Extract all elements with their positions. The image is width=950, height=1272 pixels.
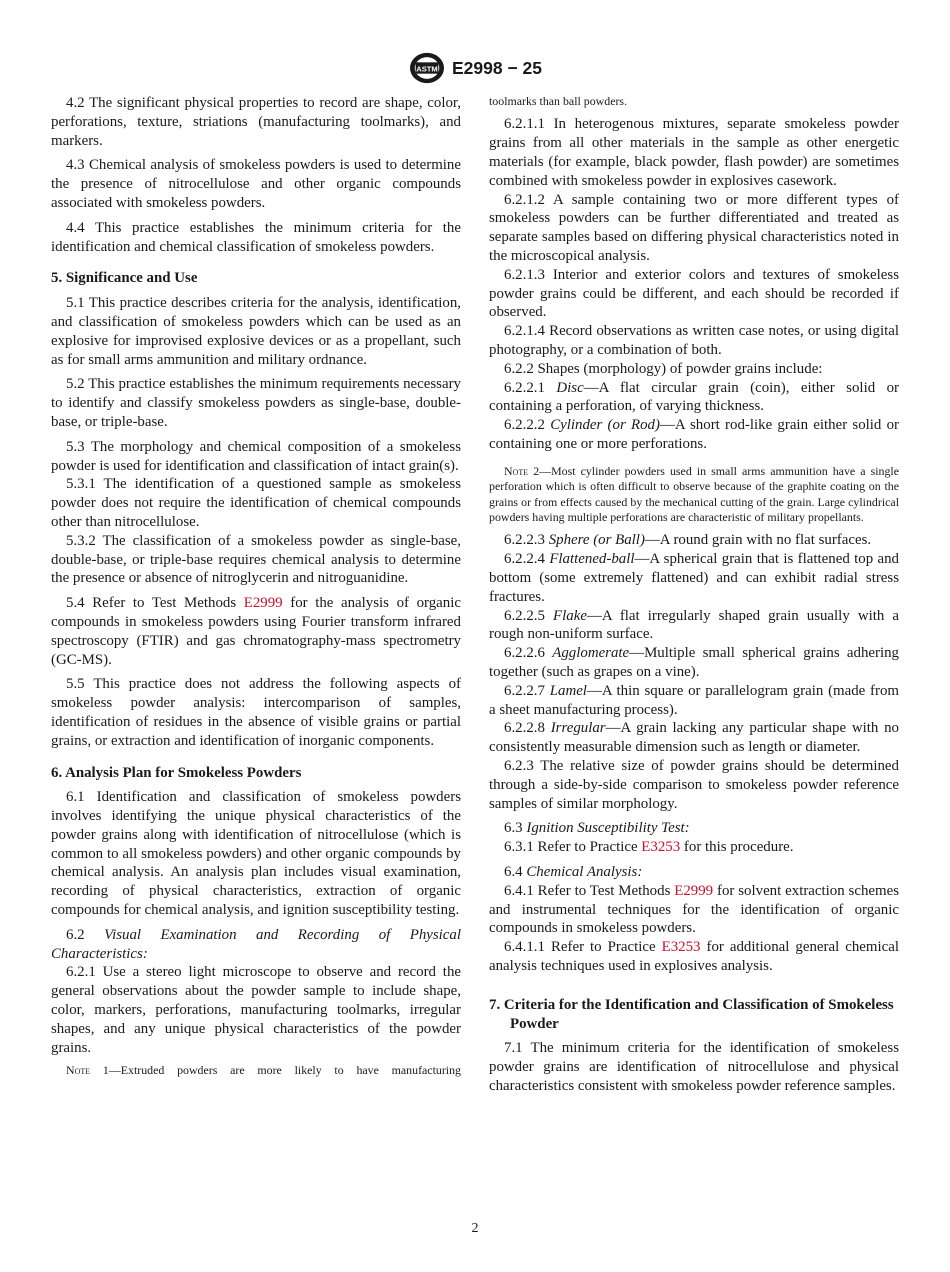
section-heading-6: 6. Analysis Plan for Smokeless Powders — [51, 764, 302, 781]
para-6-2-2-6: 6.2.2.6 Agglomerate—Multiple small spherical grains adhering together (such as grapes on a vine). — [489, 645, 899, 680]
astm-logo-icon — [408, 51, 446, 85]
para-5-3: 5.3 The morphology and chemical composition of a smokeless powder is used for identification and classification of intact grain(s). — [51, 438, 461, 474]
para-6-2-2-3: 6.2.2.3 Sphere (or Ball)—A round grain with no flat surfaces. — [504, 532, 872, 549]
left-column — [51, 94, 461, 1079]
para-6-4: 6.4 Chemical Analysis: — [504, 863, 643, 880]
para-6-4-1-1: 6.4.1.1 Refer to Practice E3253 for additional general chemical analysis techniques used in explosives analysis. — [489, 939, 899, 974]
para-6-2: 6.2 Visual Examination and Recording of Physical Characteristics: — [51, 926, 461, 962]
ref-link-e2999[interactable]: E2999 — [243, 595, 283, 612]
para-4-2: 4.2 The significant physical properties to record are shape, color, perforations, texture, striations (manufacturing toolmarks), and markers. — [51, 95, 461, 149]
para-6-2-2-7: 6.2.2.7 Lamel—A thin square or parallelogram grain (made from a sheet manufacturing process). — [489, 682, 899, 718]
para-5-3-2: 5.3.2 The classification of a smokeless powder as single-base, double-base, or triple-base requires chemical analysis to determine the presence or absence of nitroglycerin and nitroguanidine. — [51, 532, 461, 587]
document-id: E2998 − 25 — [451, 57, 542, 78]
para-6-2-2-2: 6.2.2.2 Cylinder (or Rod)—A short rod-like grain either solid or containing one or more perforations. — [489, 417, 899, 452]
para-6-2-2-4: 6.2.2.4 Flattened-ball—A spherical grain that is flattened top and bottom (some extremely flattened) and can exhibit radial stress fractures. — [489, 551, 899, 605]
note-2: Note 2—Most cylinder powders used in small arms ammunition have a single perforation which is often difficult to observe because of the graphite coating on the grains or from effects caused by the mechanical cutting of the grain. Large cylindrical powders having multiple perforations are characteristic of military propellants. — [489, 463, 900, 524]
para-6-2-2-8: 6.2.2.8 Irregular—A grain lacking any particular shape with no consistently measurable dimension such as length or diameter. — [489, 720, 899, 756]
section-heading-5: 5. Significance and Use — [51, 270, 198, 287]
ref-link-e3253[interactable]: E3253 — [641, 839, 681, 856]
para-6-3-1: 6.3.1 Refer to Practice E3253 for this procedure. — [504, 839, 794, 856]
para-6-2-1-3: 6.2.1.3 Interior and exterior colors and textures of smokeless powder grains could be different, and each should be recorded if observed. — [489, 266, 899, 321]
para-6-2-1-4: 6.2.1.4 Record observations as written case notes, or using digital photography, or a combination of both. — [489, 323, 899, 358]
page-number: 2 — [471, 1221, 479, 1236]
para-5-1: 5.1 This practice describes criteria for the analysis, identification, and classification of smokeless powders which can be used as an explosive for improvised explosive devices or as a propellant, such as for small arms ammunition and military ordnance. — [51, 295, 461, 368]
para-7-1: 7.1 The minimum criteria for the identification of smokeless powder grains are identification of nitrocellulose and physical characteristics consistent with smokeless powder reference samples. — [489, 1040, 899, 1094]
para-5-2: 5.2 This practice establishes the minimum requirements necessary to identify and classify smokeless powders as single-base, double-base, or triple-base. — [51, 376, 461, 430]
svg-text:ASTM: ASTM — [416, 64, 438, 74]
ref-link-e2999[interactable]: E2999 — [674, 882, 714, 899]
para-5-5: 5.5 This practice does not address the following aspects of smokeless powder analysis: intercomparison of samples, identification of residues in the absence of visible grains or partial grains, or extraction and identification of inorganic components. — [51, 676, 461, 749]
para-6-2-1-1: 6.2.1.1 In heterogenous mixtures, separate smokeless powder grains from all other materials in the sample as other energetic materials (for example, black powder, flash powder) are sometimes combined with smokeless powder in explosives casework. — [489, 116, 899, 189]
note-1-continuation: toolmarks than ball powders. — [489, 94, 628, 108]
para-5-3-1: 5.3.1 The identification of a questioned sample as smokeless powder does not require the identification of chemical compounds other than nitrocellulose. — [51, 476, 461, 530]
para-6-2-1-2: 6.2.1.2 A sample containing two or more different types of smokeless powders can be further differentiated and treated as separate samples based on differing physical characteristics noted in the microscopical analysis. — [489, 191, 899, 264]
page-header — [0, 50, 950, 86]
right-column — [489, 94, 899, 1096]
para-6-2-1: 6.2.1 Use a stereo light microscope to observe and record the general observations about the powder sample to include shape, color, markers, perforations, manufacturing toolmarks, irregular shapes, and any unique physical characteristics of the powder grains. — [51, 964, 461, 1056]
para-4-4: 4.4 This practice establishes the minimum criteria for the identification and chemical classification of smokeless powders. — [51, 219, 461, 255]
para-6-2-2-5: 6.2.2.5 Flake—A flat irregularly shaped grain usually with a rough non-uniform surface. — [489, 607, 899, 643]
para-6-2-3: 6.2.3 The relative size of powder grains should be determined through a side-by-side comparison to smokeless powder reference samples of similar morphology. — [489, 757, 899, 812]
para-6-1: 6.1 Identification and classification of smokeless powders involves identifying the unique physical characteristics of the powder grains along with identification of nitrocellulose (which is common to all smokeless powders) and other organic compounds by chemical analysis. An analysis plan includes visual examination, recording of physical characteristics, extraction of organic compounds for chemical analysis, and ignition susceptibility testing. — [51, 789, 461, 919]
note-1: Note 1—Extruded powders are more likely to have manufacturing — [66, 1063, 461, 1078]
para-5-4: 5.4 Refer to Test Methods E2999 for the analysis of organic compounds in smokeless powders using Fourier transform infrared spectroscopy (FTIR) and gas chromatography-mass spectrometry (GC-MS). — [51, 595, 461, 668]
para-4-3: 4.3 Chemical analysis of smokeless powders is used to determine the presence of nitrocellulose and other organic compounds associated with smokeless powders. — [51, 157, 461, 211]
para-6-4-1: 6.4.1 Refer to Test Methods E2999 for solvent extraction schemes and instrumental techniques for the identification of organic compounds in smokeless powders. — [489, 882, 899, 937]
para-6-2-2-1: 6.2.2.1 Disc—A flat circular grain (coin), either solid or containing a perforation, of varying thickness. — [489, 379, 899, 415]
para-6-3: 6.3 Ignition Susceptibility Test: — [504, 820, 690, 837]
ref-link-e3253[interactable]: E3253 — [661, 939, 701, 956]
para-6-2-2: 6.2.2 Shapes (morphology) of powder grains include: — [504, 360, 823, 377]
section-heading-7: 7. Criteria for the Identification and Classification of Smokeless Powder — [489, 996, 894, 1032]
